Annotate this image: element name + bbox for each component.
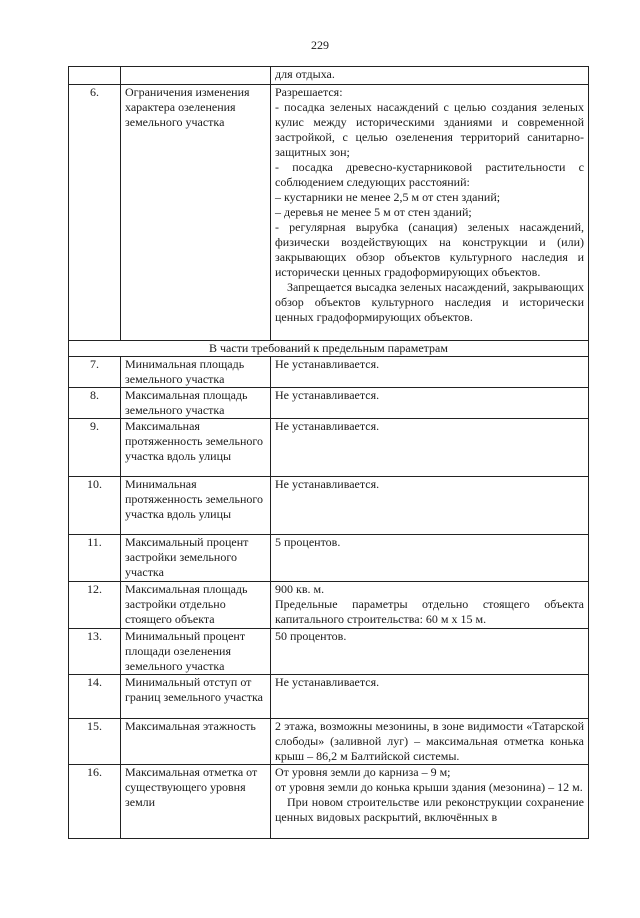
row-value-line: - посадка зеленых насаждений с целью создания зеленых кулис между историческими зданиями и современной застройкой, с целью озеленения территорий санитарно-защитных зон;	[275, 100, 584, 159]
row-value-line: – кустарники не менее 2,5 м от стен зданий;	[275, 190, 501, 204]
table-row	[69, 477, 589, 535]
row-name: Максимальная отметка от существующего уровня земли	[121, 765, 271, 839]
row-value-line: Не устанавливается.	[275, 357, 380, 371]
table-row	[69, 419, 589, 477]
table-row	[69, 719, 589, 765]
row-number: 11.	[69, 535, 121, 582]
row-value-line: Не устанавливается.	[275, 477, 380, 491]
row-value-line: Не устанавливается.	[275, 675, 380, 689]
row-value	[271, 419, 589, 477]
row-name: Максимальная протяженность земельного участка вдоль улицы	[121, 419, 271, 477]
row-value	[271, 85, 589, 341]
row-value-line: от уровня земли до конька крыши здания (мезонина) – 12 м.	[275, 780, 583, 794]
row-number	[69, 67, 121, 85]
row-value-line: - посадка древесно-кустарниковой растительности с соблюдением следующих расстояний:	[275, 160, 584, 189]
table-row	[69, 85, 589, 341]
row-name: Максимальный процент застройки земельного участка	[121, 535, 271, 582]
row-value-line: - регулярная вырубка (санация) зеленых насаждений, физически воздействующих на конструкции и (или) закрывающих обзор объектов культурного наследия и исторически ценных градоформирующих объектов.	[275, 220, 584, 279]
row-value-line: От уровня земли до карниза – 9 м;	[275, 765, 451, 779]
row-value-line: для отдыха.	[275, 67, 335, 81]
row-number: 15.	[69, 719, 121, 765]
table-row	[69, 765, 589, 839]
row-number: 16.	[69, 765, 121, 839]
row-name: Минимальная площадь земельного участка	[121, 357, 271, 388]
table-row	[69, 388, 589, 419]
section-title: В части требований к предельным параметрам	[69, 341, 589, 357]
row-number: 13.	[69, 629, 121, 675]
row-name: Минимальный процент площади озеленения земельного участка	[121, 629, 271, 675]
table-row	[69, 67, 589, 85]
row-value-line: Разрешается:	[275, 85, 343, 99]
regulations-table	[68, 66, 589, 839]
row-name: Ограничения изменения характера озеленения земельного участка	[121, 85, 271, 341]
row-value-line: 2 этажа, возможны мезонины, в зоне видимости «Татарской слободы» (заливной луг) – максимальная отметка конька крыш – 86,2 м Балтийской системы.	[275, 719, 584, 763]
row-value	[271, 535, 589, 582]
row-value	[271, 67, 589, 85]
row-value-line: 900 кв. м.	[275, 582, 325, 596]
row-name	[121, 67, 271, 85]
row-number: 14.	[69, 675, 121, 719]
row-name: Минимальный отступ от границ земельного участка	[121, 675, 271, 719]
row-value	[271, 357, 589, 388]
table-row	[69, 629, 589, 675]
row-value-line: Запрещается высадка зеленых насаждений, закрывающих обзор объектов культурного наследия и исторически ценных градоформирующих объектов.	[275, 280, 584, 324]
row-value	[271, 582, 589, 629]
row-value	[271, 477, 589, 535]
row-value-line: Не устанавливается.	[275, 388, 380, 402]
row-value	[271, 765, 589, 839]
row-value-line: 5 процентов.	[275, 535, 341, 549]
row-value	[271, 675, 589, 719]
section-row	[69, 341, 589, 357]
row-value-line: – деревья не менее 5 м от стен зданий;	[275, 205, 472, 219]
row-value-line: Предельные параметры отдельно стоящего объекта капитального строительства: 60 м х 15 м.	[275, 597, 584, 626]
row-number: 7.	[69, 357, 121, 388]
row-name: Максимальная площадь земельного участка	[121, 388, 271, 419]
row-number: 6.	[69, 85, 121, 341]
row-number: 10.	[69, 477, 121, 535]
row-name: Максимальная этажность	[121, 719, 271, 765]
row-value	[271, 629, 589, 675]
row-number: 12.	[69, 582, 121, 629]
table-row	[69, 582, 589, 629]
row-name: Минимальная протяженность земельного участка вдоль улицы	[121, 477, 271, 535]
row-value-line: 50 процентов.	[275, 629, 347, 643]
table-row	[69, 675, 589, 719]
table-row	[69, 535, 589, 582]
page-number: 229	[311, 38, 329, 52]
row-name: Максимальная площадь застройки отдельно стоящего объекта	[121, 582, 271, 629]
row-value	[271, 388, 589, 419]
row-number: 8.	[69, 388, 121, 419]
row-number: 9.	[69, 419, 121, 477]
row-value-line: При новом строительстве или реконструкции сохранение ценных видовых раскрытий, включённых в	[275, 795, 584, 824]
row-value	[271, 719, 589, 765]
table-row	[69, 357, 589, 388]
row-value-line: Не устанавливается.	[275, 419, 380, 433]
